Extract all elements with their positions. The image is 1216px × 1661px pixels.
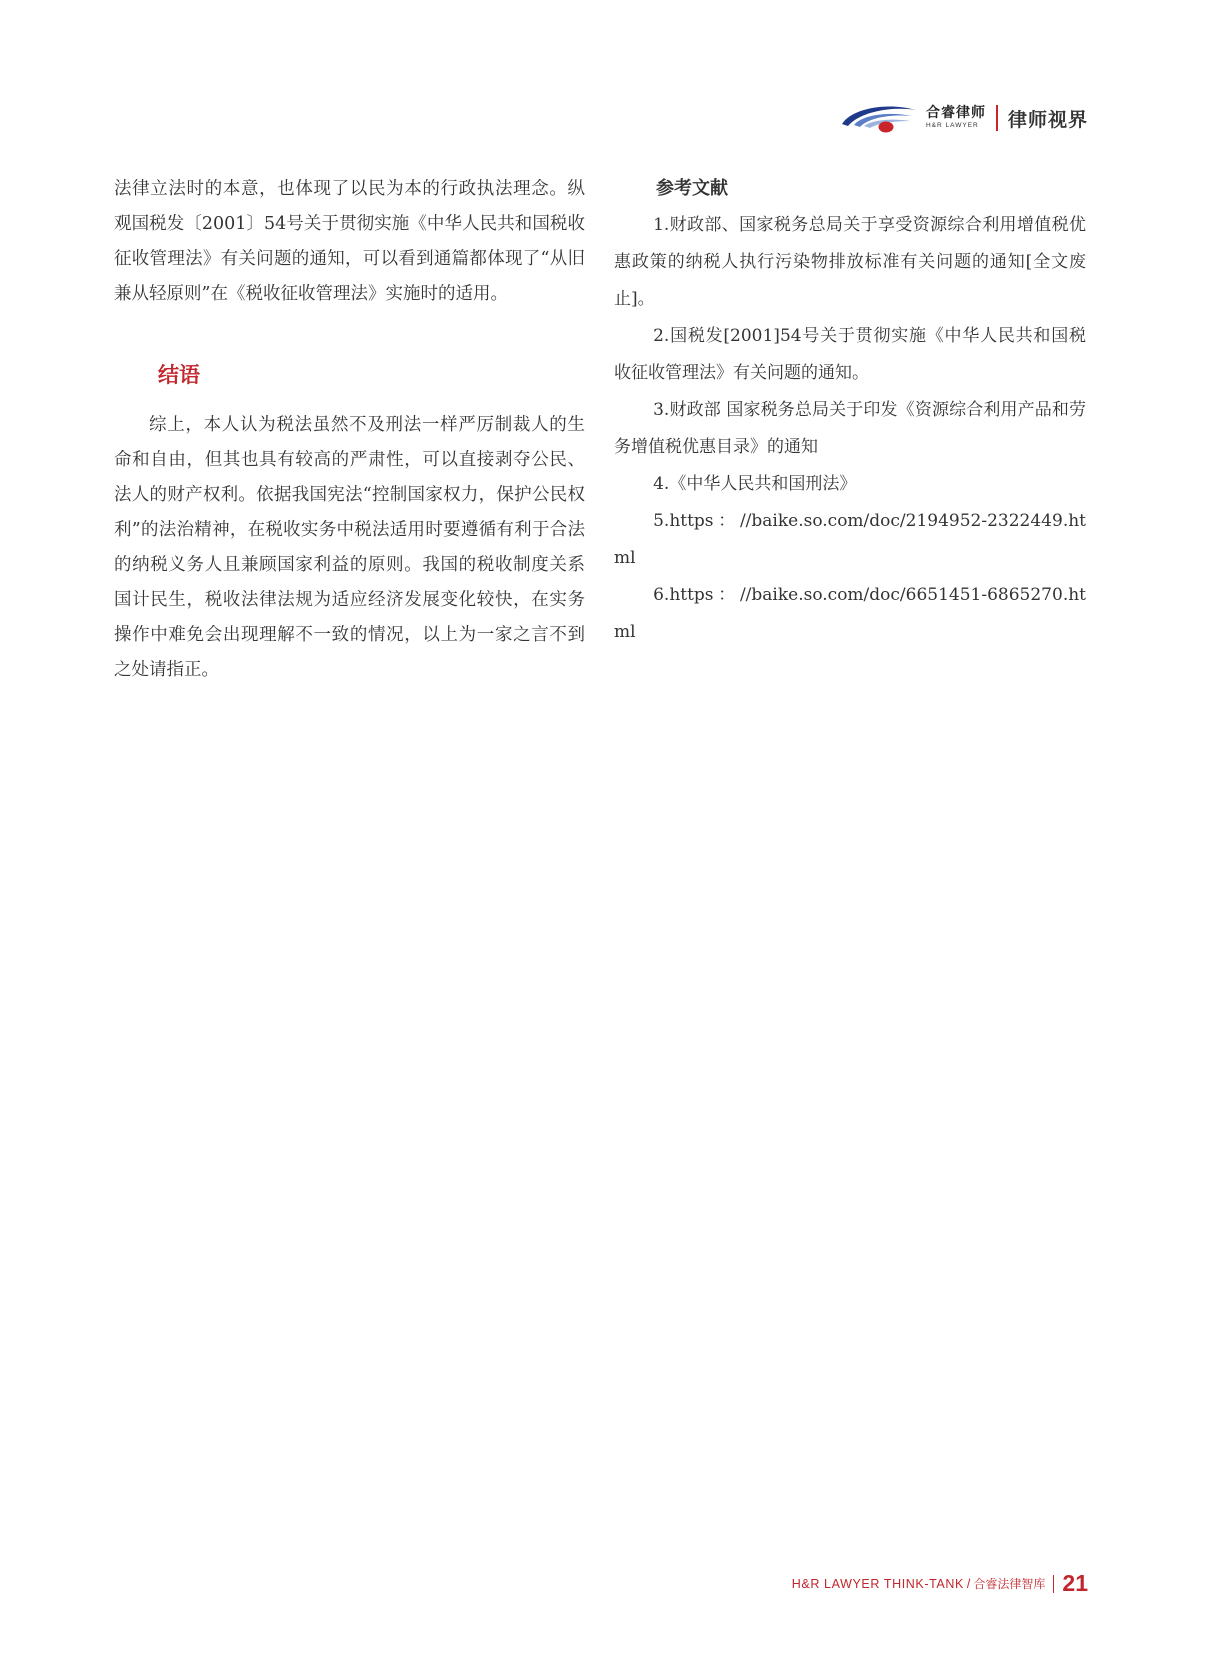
reference-item-6: 6.https：//baike.so.com/doc/6651451-6865270.html xyxy=(614,585,1086,642)
references-heading: 参考文献 xyxy=(656,178,728,199)
reference-item-1: 1.财政部、国家税务总局关于享受资源综合利用增值税优惠政策的纳税人执行污染物排放标准有关问题的通知[全文废止]。 xyxy=(614,215,1086,309)
brand-block xyxy=(926,106,986,130)
reference-item-4: 4.《中华人民共和国刑法》 xyxy=(653,474,857,494)
hr-lawyer-logo-icon xyxy=(838,100,918,136)
footer-publication-en: H&R LAWYER THINK-TANK xyxy=(791,1576,964,1591)
brand-name-cn: 合睿律师 xyxy=(925,105,986,122)
footer-slash: / xyxy=(966,1576,971,1591)
reference-item-5: 5.https：//baike.so.com/doc/2194952-2322449.html xyxy=(614,511,1086,568)
footer-publication-cn: 合睿法律智库 xyxy=(973,1577,1046,1591)
page-number: 21 xyxy=(1062,1570,1088,1596)
left-column xyxy=(114,172,585,688)
conclusion-heading: 结语 xyxy=(158,363,200,387)
conclusion-paragraph: 综上，本人认为税法虽然不及刑法一样严厉制裁人的生命和自由，但其也具有较高的严肃性，可以直接剥夺公民、法人的财产权利。依据我国宪法“控制国家权力，保护公民权利”的法治精神，在税收实务中税法适用时要遵循有利于合法的纳税义务人且兼顾国家利益的原则。我国的税收制度关系国计民生，税收法律法规为适应经济发展变化较快，在实务操作中难免会出现理解不一致的情况，以上为一家之言不到之处请指正。 xyxy=(114,415,585,680)
brand-name-en: H&R LAWYER xyxy=(925,122,979,130)
body-paragraph-continued: 法律立法时的本意，也体现了以民为本的行政执法理念。纵观国税发〔2001〕54号关于贯彻实施《中华人民共和国税收征收管理法》有关问题的通知，可以看到通篇都体现了“从旧兼从轻原则”在《税收征收管理法》实施时的适用。 xyxy=(114,179,585,304)
page-header xyxy=(838,96,1088,140)
reference-item-3: 3.财政部 国家税务总局关于印发《资源综合利用产品和劳务增值税优惠目录》的通知 xyxy=(614,400,1086,457)
header-divider xyxy=(996,105,998,131)
references-list xyxy=(614,207,1086,651)
footer-divider xyxy=(1053,1575,1054,1593)
section-title: 律师视界 xyxy=(1007,108,1088,131)
page-footer xyxy=(792,1570,1088,1597)
reference-item-2: 2.国税发[2001]54号关于贯彻实施《中华人民共和国税收征收管理法》有关问题的通知。 xyxy=(614,326,1086,383)
references-column xyxy=(614,172,1086,651)
